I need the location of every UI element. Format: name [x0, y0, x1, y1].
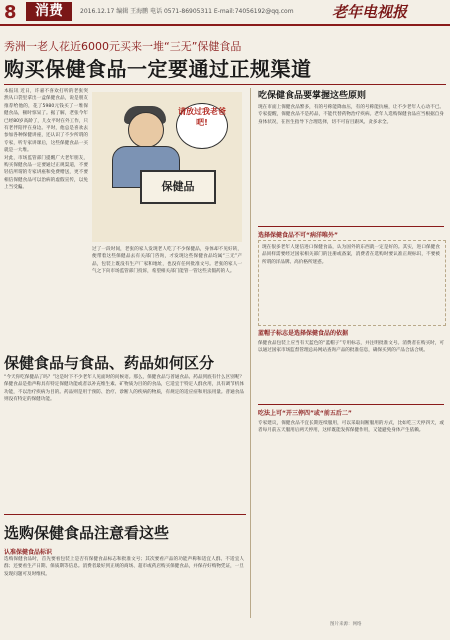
divider: [258, 226, 444, 227]
column-rule: [250, 88, 251, 618]
paper-name: 老年电视报: [332, 3, 408, 21]
box-1-title: 吃保健食品要掌握这些原则: [258, 91, 367, 101]
box-4-title: 吃法上可“开三停四”或“前五后二”: [258, 410, 352, 417]
box-4-text: [258, 420, 444, 616]
section-2-paragraph: “今天你吃保健品了吗？”这是时下不少老年人见面时的问候语。那么，保健食品与普通食品、药品到底有什么区别呢？保健食品是指声称具有特定保健功能或者以补充维生素、矿物质为目的的食品，它适宜于特定人群食用，具有调节机体功能，不以治疗疾病为目的。药品则是用于预防、治疗、诊断人的疾病的物质，有规定的适应症和用法用量。普通食品则没有特定的保健功能。: [4, 375, 244, 403]
section-3-title: 选购保健食品注意看这些: [4, 524, 170, 542]
box-2-paragraph: 现在很多老年人迷信进口保健食品，认为国外的东西就一定是好的。其实，进口保健食品同样需要经过国家相关部门的注册或备案，消费者在选购时要认准正规标识，不要被所谓的洋品牌、高价格所迷惑。: [262, 245, 440, 265]
section-3-subhead: 认准保健食品标识: [4, 549, 53, 556]
section-3-text: [4, 556, 244, 620]
section-2-title: 保健食品与食品、药品如何区分: [4, 354, 215, 372]
speech-bubble: 请放过我老爸吧!: [176, 103, 228, 149]
image-credit: 图片来源：网络: [330, 622, 362, 627]
box-3-title: 蓝帽子标志是选择保健食品的依据: [258, 330, 349, 337]
section-name-badge: 消费: [26, 2, 72, 21]
divider: [4, 84, 446, 85]
lead-paragraph: 过了一段时间，老张的家人发现老人吃了不少保健品，身体却不见好转，便带着这些保健品去有关部门咨询，才发现这些保健食品均属“三无”产品，包装上既没有生产厂家和地址，也没有任何批准文号。老张的家人一气之下向市场监管部门投诉，希望相关部门能管一管这些卖假药的人。: [92, 247, 242, 275]
person-head: [128, 112, 164, 148]
lead-paragraph: 本报讯 近日，许嘉不喜欢打听的老张突然从口袋里拿出一盒保健食品，说是朋友推荐给他的，花了5980元钱买了一堆保健食品，顿时惊呆了。据了解，老张今年已经80岁高龄了，儿女平时在外工作，只有老伴陪伴在身边。平时，他总是喜欢去参加各种保健讲座，还认识了不少所谓的专家，听专家讲课后，这些保健食品一买就是一大堆。: [4, 89, 88, 154]
lead-column-2: [92, 246, 242, 324]
box-3-paragraph: 保健食品包装上应当有天蓝色的“蓝帽子”专用标志，并注明批准文号。消费者在购买时，可以通过国家市场监督管理总局网站查询产品的批准信息，确保买到的产品合法合规。: [258, 341, 444, 354]
box-4-paragraph: 专家建议，保健食品不宜长期连续服用，可以采取间断服用的方式，比如吃三天停四天，或者每月前五天服用后两天停用，这样既能发挥保健作用，又能避免身体产生依赖。: [258, 421, 444, 434]
box-3-text: [258, 340, 444, 400]
box-1-paragraph: 现在市面上保健食品繁多，有的号称能降血压，有的号称能抗癌，让不少老年人心动不已。专家提醒，保健食品不是药品，不能代替药物治疗疾病。老年人选购保健食品应当根据自身身体状况，在医生指导下合理选择，切不可盲目跟风、贪多求全。: [258, 105, 444, 125]
lead-kicker: 秀洲一老人花近6000元买来一堆“三无”保健食品: [4, 40, 242, 53]
divider: [4, 514, 246, 515]
section-3-paragraph: 选购保健食品时，首先要看包装上是否有保健食品标志和批准文号；其次要看产品的功能声称和适宜人群、不适宜人群；还要看生产日期、保质期等信息。消费者最好到正规的商场、超市或药店购买保健食品，并保存好购物凭证，一旦发现问题可及时维权。: [4, 557, 244, 577]
section-2-text: [4, 374, 244, 504]
page-number: 8: [4, 2, 17, 23]
illustration-sign: 保健品: [140, 170, 216, 204]
lead-headline: 购买保健食品一定要通过正规渠道: [4, 57, 312, 81]
box-2-title: 选择保健食品不可“病洋唯外”: [258, 232, 338, 239]
lead-column-1: [4, 88, 88, 324]
lead-paragraph: 对此，市场监管部门提醒广大老年朋友，购买保健食品一定要通过正规渠道，不要轻信所谓的专家讲座和免费赠送，更不要相信保健食品可以治病的虚假宣传，以免上当受骗。: [4, 155, 88, 191]
masthead-meta: 2016.12.17 编辑 王海鹏 电话 0571-86905311 E-mail:74056192@qq.com: [80, 8, 294, 15]
box-1-text: [258, 104, 444, 222]
box-2-text: [262, 244, 440, 322]
divider: [258, 404, 444, 405]
